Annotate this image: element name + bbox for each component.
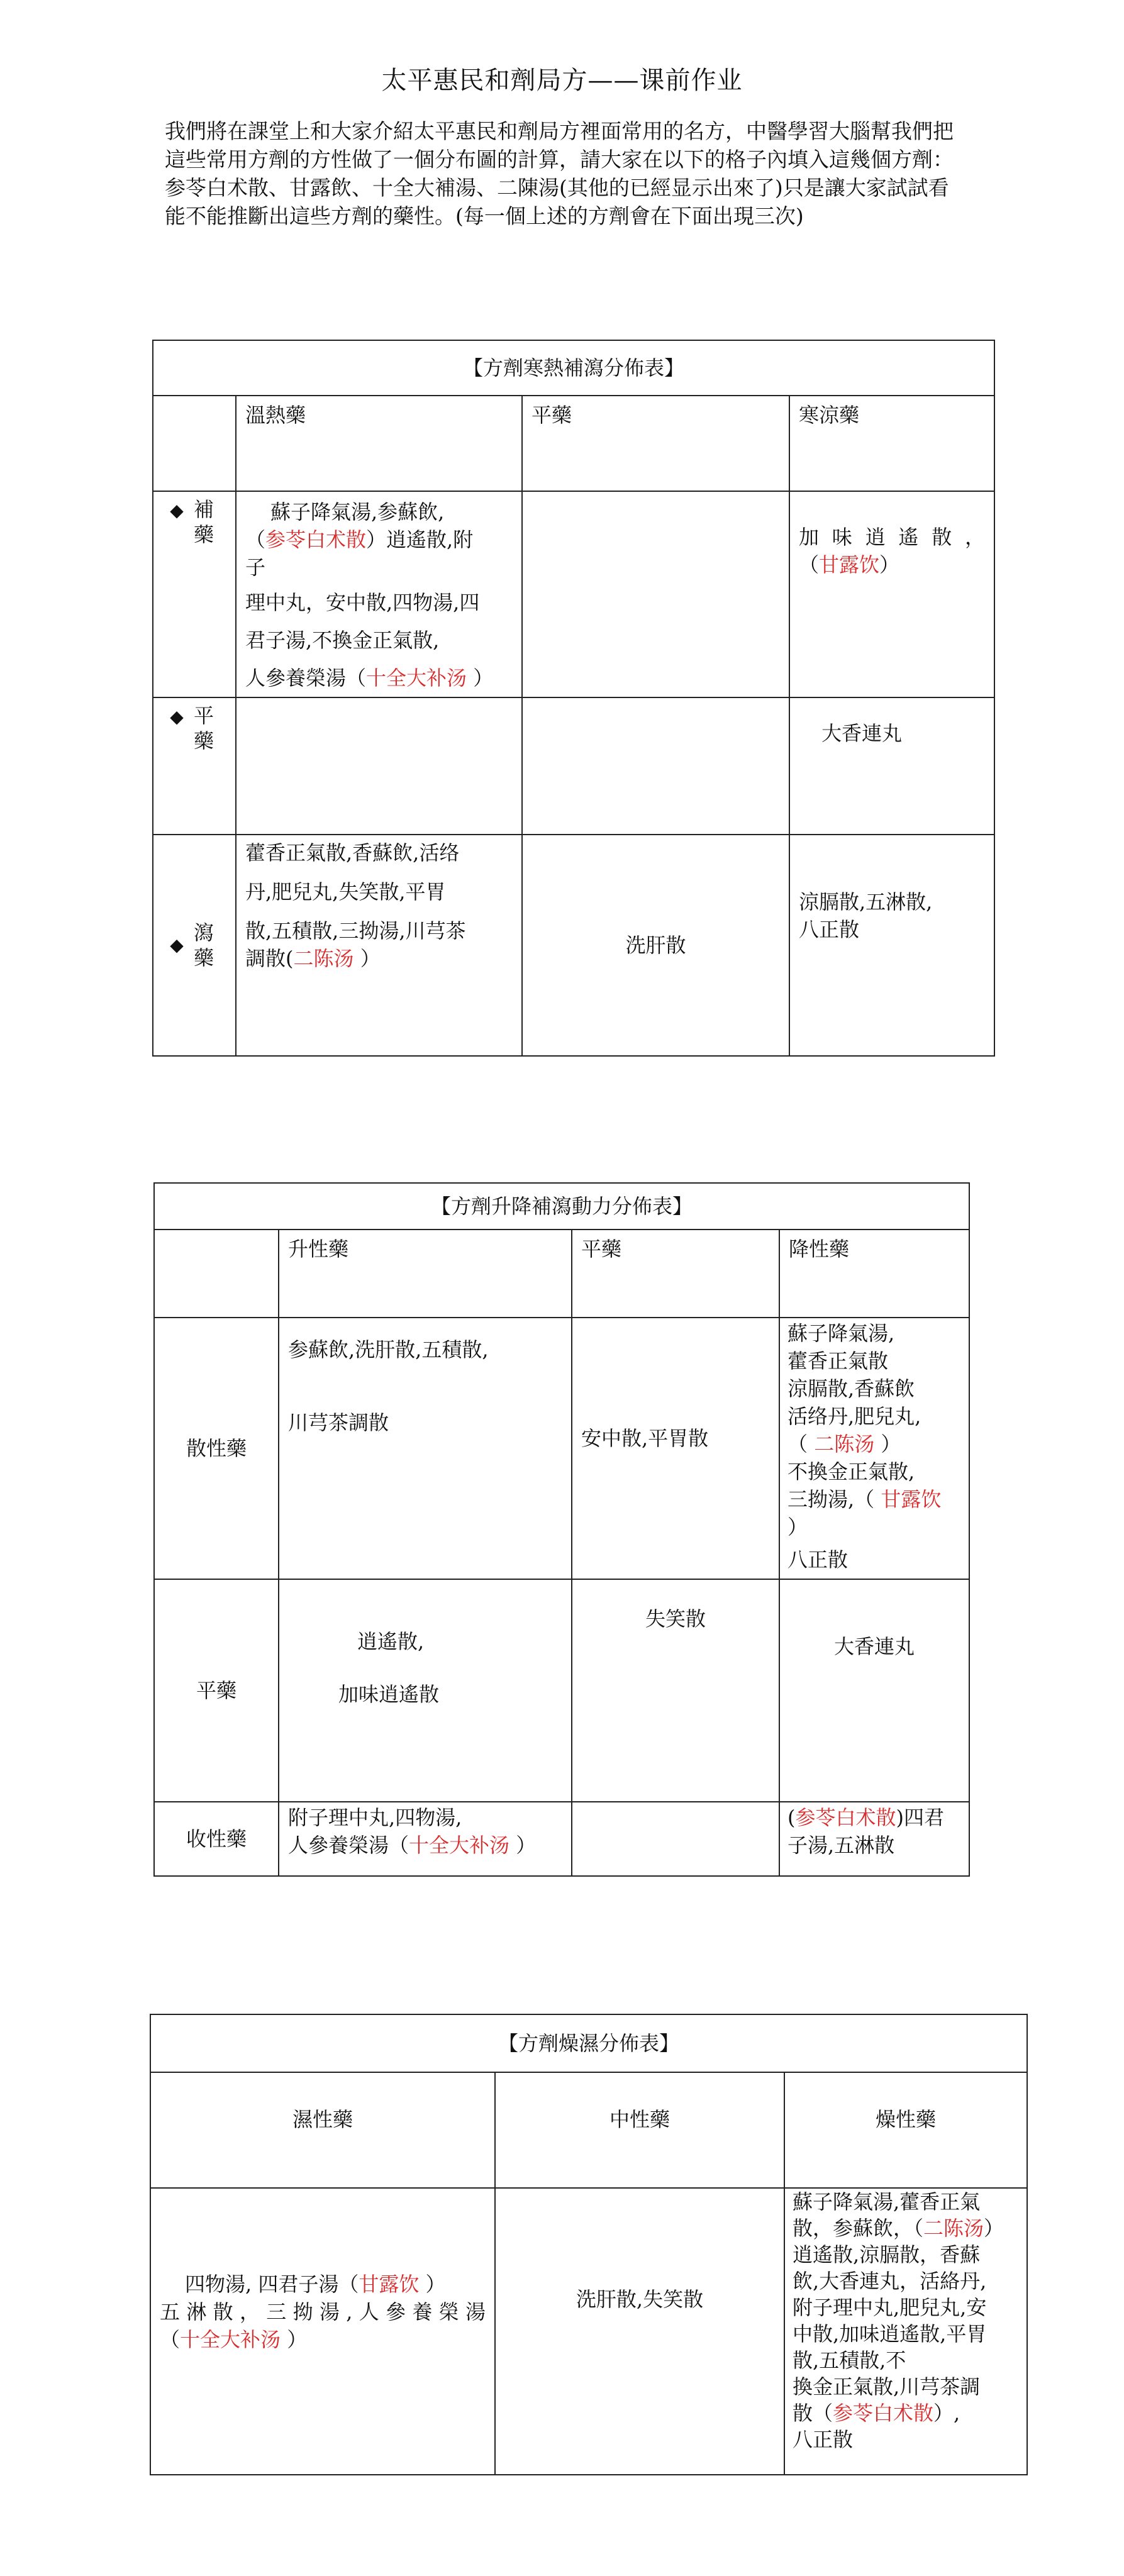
formula-line: 加味逍遙散，: [799, 525, 986, 549]
formula-line: 四物湯, 四君子湯（甘露饮 ）: [185, 2272, 446, 2296]
formula-line: 涼膈散,五淋散,: [799, 890, 933, 914]
formula-line: 散（参苓白术散）,: [793, 2401, 960, 2425]
formula-line: 不換金正氣散,: [787, 1460, 915, 1484]
answer-shenling: 参苓白术散: [795, 1806, 896, 1829]
table3-col-damp: 濕性藥: [150, 2072, 495, 2188]
table1-cell-neutral-neutral: [522, 697, 789, 835]
table3-col-dry: 燥性藥: [784, 2072, 1027, 2188]
formula-line: 散，参蘇飲，（二陈汤）: [793, 2216, 1004, 2240]
answer-ganlu: 甘露饮: [359, 2272, 420, 2296]
answer-erchen: 二陈汤: [293, 947, 354, 970]
intro-paragraph: 我們將在課堂上和大家介紹太平惠民和劑局方裡面常用的名方，中醫學習大腦幫我們把這些常用方劑的方性做了一個分布圖的計算，請大家在以下的格子內填入這幾個方劑：参苓白术散、甘露飲、十全大補湯、二陳湯(其他的已經显示出來了)只是讓大家試試看能不能推斷出這些方劑的藥性。(每一個上述的方劑會在下面出現三次): [165, 119, 954, 228]
dry-damp-table: [150, 2014, 1028, 2475]
table1-col-cold: 寒涼藥: [789, 396, 994, 491]
table1-corner: [153, 396, 236, 491]
table2-row-astringe: 收性藥: [154, 1802, 279, 1876]
formula-line: 失笑散: [645, 1607, 706, 1631]
formula-line: 附子理中丸,肥兒丸,安: [793, 2296, 987, 2319]
formula-line: 飲,大香連丸，活絡丹,: [793, 2269, 987, 2293]
diamond-bullet: ◆: [170, 500, 184, 521]
formula-line: （甘露饮）: [799, 553, 900, 577]
table3-cell-neutral: [495, 2188, 784, 2475]
formula-line: 散,五積散,不: [793, 2348, 906, 2372]
table3-col-neutral: 中性藥: [495, 2072, 784, 2188]
table1-cell-drain-warm: [236, 835, 522, 1056]
formula-line: 調散(二陈汤 ）: [245, 947, 381, 970]
formula-line: 人參養榮湯（十全大补汤 ）: [245, 666, 494, 690]
formula-line: 涼膈散,香蘇飲: [787, 1377, 915, 1401]
formula-line: 加味逍遙散: [338, 1682, 440, 1706]
answer-shenling: 参苓白术散: [833, 2401, 934, 2425]
table2-cell-astringe-ascend: [279, 1802, 572, 1876]
page-title: 太平惠民和劑局方——课前作业: [381, 66, 743, 95]
formula-line: 五淋散，三拗湯,人參養榮湯: [160, 2300, 486, 2324]
answer-shiquan: 十全大补汤: [366, 666, 467, 690]
table2-cell-neutral-ascend: [279, 1579, 572, 1802]
table1-cell-tonify-warm: [236, 491, 522, 697]
table1-cell-neutral-cold: [789, 697, 994, 835]
table1-cell-drain-neutral: 洗肝散: [522, 835, 789, 1056]
table3-caption: 【方劑燥濕分佈表】: [150, 2014, 1027, 2072]
answer-erchen: 二陈汤: [814, 1432, 875, 1456]
table1-cell-neutral-warm: [236, 697, 522, 835]
formula-line: 逍遙散,: [357, 1629, 425, 1653]
answer-erchen: 二陈汤: [923, 2216, 984, 2240]
table2-cell-disperse-ascend: [279, 1318, 572, 1579]
formula-line: 大香連丸: [821, 721, 903, 745]
formula-line: 安中散,平胃散: [581, 1426, 709, 1450]
diamond-bullet: ◆: [170, 706, 184, 727]
formula-line: 君子湯,不換金正氣散,: [245, 628, 440, 652]
table1-row-neutral: [153, 697, 236, 835]
table1-cell-tonify-cold: [789, 491, 994, 697]
table1-row-tonify: [153, 491, 236, 697]
table2-cell-disperse-neutral: [572, 1318, 779, 1579]
formula-line: 洗肝散,失笑散: [576, 2287, 704, 2311]
table2-col-neutral: 平藥: [572, 1230, 779, 1318]
table1-col-neutral: 平藥: [522, 396, 789, 491]
formula-line: 三拗湯,（ 甘露饮 ）: [787, 1487, 942, 1539]
answer-ganlu: 甘露饮: [881, 1487, 942, 1511]
ascend-descend-table: [153, 1182, 970, 1877]
formula-line: 八正散: [787, 1548, 849, 1572]
table3-cell-damp: [150, 2188, 495, 2475]
table1-row-drain: [153, 835, 236, 1056]
table2-row-neutral: 平藥: [154, 1579, 279, 1802]
answer-ganlu: 甘露饮: [819, 553, 880, 577]
formula-line: 子湯,五淋散: [787, 1833, 895, 1857]
formula-line: 蘇子降氣湯,: [787, 1321, 895, 1345]
formula-line: 蘇子降氣湯,藿香正氣: [793, 2190, 981, 2214]
formula-line: 附子理中丸,四物湯,: [288, 1806, 462, 1829]
table2-cell-neutral-neutral: [572, 1579, 779, 1802]
table2-cell-neutral-descend: [779, 1579, 969, 1802]
diamond-bullet: ◆: [170, 935, 184, 955]
answer-shiquan: 十全大补汤: [409, 1833, 510, 1857]
formula-line: 活络丹,肥兒丸,: [787, 1404, 921, 1428]
formula-line: (参苓白术散)四君: [787, 1806, 944, 1829]
formula-line: 藿香正氣散,香蘇飲,活络: [245, 841, 460, 865]
formula-line: 大香連丸: [834, 1635, 915, 1658]
table1-cell-drain-cold: [789, 835, 994, 1056]
table2-cell-disperse-descend: [779, 1318, 969, 1579]
table2-col-ascend: 升性藥: [279, 1230, 572, 1318]
table3-cell-dry: [784, 2188, 1027, 2475]
row-label-neutral: 平藥: [193, 704, 214, 753]
table2-corner: [154, 1230, 279, 1318]
formula-line: 八正散: [793, 2428, 854, 2451]
formula-line: （参苓白术散）逍遙散,附: [245, 528, 474, 552]
table2-cell-astringe-neutral: [572, 1802, 779, 1876]
formula-line: 八正散: [799, 918, 860, 941]
formula-line: （十全大补汤 ）: [160, 2328, 308, 2351]
formula-line: 換金正氣散,川芎茶調: [793, 2375, 981, 2399]
formula-line: 人參養榮湯（十全大补汤 ）: [288, 1833, 537, 1857]
table2-cell-astringe-descend: [779, 1802, 969, 1876]
table1-caption: 【方劑寒熱補瀉分佈表】: [153, 340, 994, 396]
cold-heat-tonify-drain-table: [152, 340, 995, 1057]
answer-shenling: 参苓白术散: [265, 528, 367, 552]
formula-line: 藿香正氣散: [787, 1349, 889, 1373]
formula-line: 川芎茶調散: [288, 1411, 389, 1435]
table2-caption: 【方劑升降補瀉動力分佈表】: [154, 1183, 969, 1230]
formula-line: （ 二陈汤 ）: [787, 1432, 901, 1456]
formula-line: 丹,肥兒丸,失笑散,平胃: [245, 880, 446, 904]
table2-row-disperse: 散性藥: [154, 1318, 279, 1579]
formula-line: 蘇子降氣湯,参蘇飲,: [270, 500, 445, 524]
formula-line: 理中丸，安中散,四物湯,四: [245, 591, 480, 614]
table1-col-warm: 溫熱藥: [236, 396, 522, 491]
formula-line: 参蘇飲,洗肝散,五積散,: [288, 1338, 489, 1362]
row-label-drain: 瀉藥: [193, 921, 214, 970]
formula-line: 逍遙散,涼膈散，香蘇: [793, 2243, 981, 2267]
formula-line: 散,五積散,三拗湯,川芎茶: [245, 919, 466, 943]
formula-line: 子: [245, 555, 266, 579]
answer-shiquan: 十全大补汤: [180, 2328, 281, 2351]
table2-col-descend: 降性藥: [779, 1230, 969, 1318]
row-label-tonify: 補藥: [193, 497, 214, 547]
table1-cell-tonify-neutral: [522, 491, 789, 697]
formula-line: 中散,加味逍遙散,平胃: [793, 2322, 987, 2346]
